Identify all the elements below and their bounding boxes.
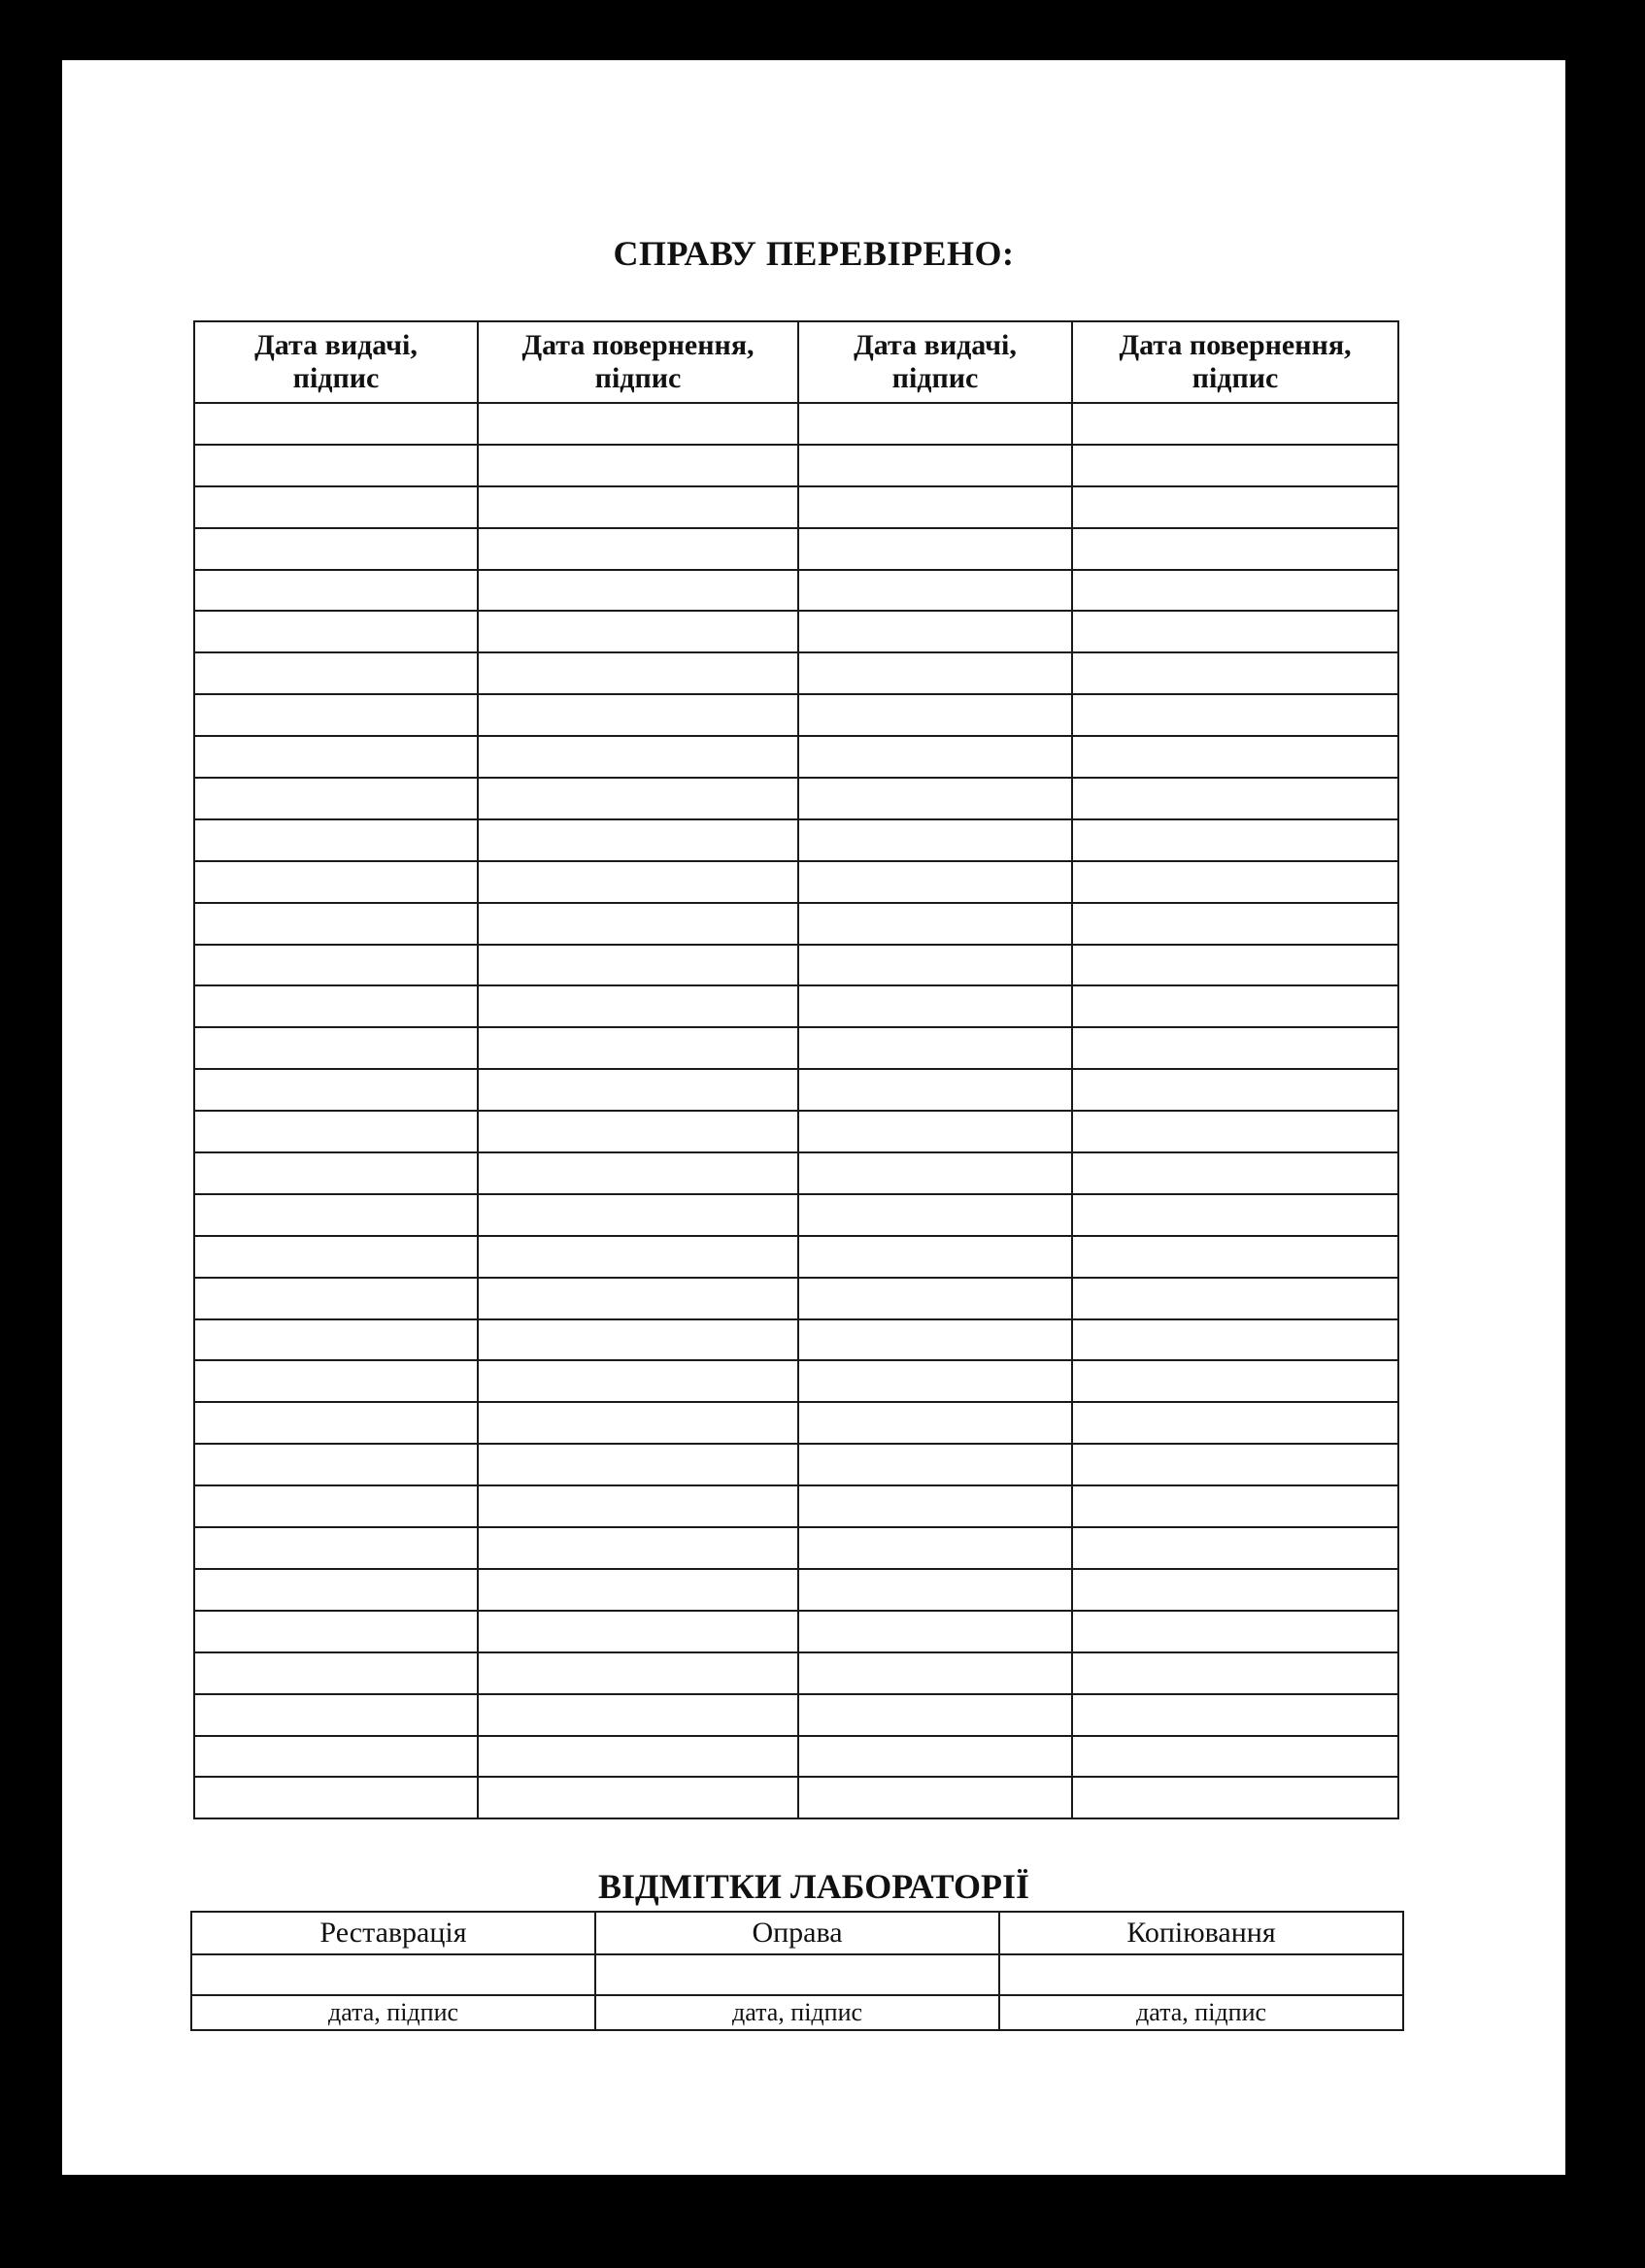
checkout-log-row [194,1402,1398,1444]
header-copying: Копіювання [999,1912,1403,1954]
header-issue-date-1 [194,321,478,403]
issue-date-cell[interactable] [194,1485,478,1527]
issue-date-cell[interactable] [194,1278,478,1319]
return-date-cell[interactable] [1072,819,1398,861]
checkout-log-row [194,1652,1398,1694]
checkout-log-row [194,1360,1398,1402]
checked-section-title: СПРАВУ ПЕРЕВІРЕНО: [613,234,1015,273]
issue-date-cell[interactable] [798,985,1072,1027]
checkout-log-row [194,1485,1398,1527]
checkout-log-header-row [194,321,1398,403]
issue-date-cell[interactable] [194,694,478,736]
checkout-log-row [194,861,1398,903]
issue-date-cell[interactable] [798,1485,1072,1527]
issue-date-cell[interactable] [194,486,478,528]
issue-date-cell[interactable] [194,1736,478,1778]
issue-date-cell[interactable] [798,1694,1072,1736]
return-date-cell[interactable] [1072,403,1398,445]
checkout-log-row [194,1611,1398,1652]
issue-date-cell[interactable] [194,1527,478,1569]
return-date-cell[interactable] [1072,1652,1398,1694]
issue-date-cell[interactable] [194,1444,478,1485]
return-date-cell[interactable] [1072,736,1398,778]
checkout-log-row [194,403,1398,445]
checkout-log-row [194,1152,1398,1194]
return-date-cell[interactable] [478,1360,798,1402]
checkout-log-row [194,1736,1398,1778]
issue-date-cell[interactable] [798,486,1072,528]
return-date-cell[interactable] [478,736,798,778]
return-date-cell[interactable] [1072,1069,1398,1111]
return-date-cell[interactable] [1072,1111,1398,1152]
issue-date-cell[interactable] [194,1236,478,1278]
issue-date-cell[interactable] [194,570,478,612]
checkout-log-row [194,652,1398,694]
return-date-cell[interactable] [478,403,798,445]
issue-date-cell[interactable] [798,1569,1072,1611]
checkout-log-row [194,445,1398,486]
return-date-cell[interactable] [1072,486,1398,528]
return-date-cell[interactable] [478,445,798,486]
issue-date-cell[interactable] [798,528,1072,570]
issue-date-cell[interactable] [798,945,1072,986]
checkout-log-row [194,1319,1398,1361]
return-date-cell[interactable] [478,1485,798,1527]
issue-date-cell[interactable] [194,945,478,986]
return-date-cell[interactable] [1072,570,1398,612]
issue-date-cell[interactable] [194,1069,478,1111]
checkout-log-row [194,1444,1398,1485]
return-date-cell[interactable] [1072,1485,1398,1527]
issue-date-cell[interactable] [798,1111,1072,1152]
issue-date-cell[interactable] [194,1777,478,1818]
issue-date-cell[interactable] [798,1736,1072,1778]
issue-date-cell[interactable] [798,611,1072,652]
return-date-cell[interactable] [1072,528,1398,570]
copying-entry-cell[interactable] [999,1954,1403,1995]
issue-date-cell[interactable] [798,1402,1072,1444]
header-return-date-2 [1072,321,1398,403]
issue-date-cell[interactable] [194,1694,478,1736]
issue-date-cell[interactable] [798,1152,1072,1194]
return-date-cell[interactable] [1072,1360,1398,1402]
checkout-log-row [194,736,1398,778]
issue-date-cell[interactable] [194,736,478,778]
checkout-log-row [194,570,1398,612]
return-date-cell[interactable] [1072,652,1398,694]
return-date-cell[interactable] [1072,1611,1398,1652]
checkout-log-row [194,486,1398,528]
issue-date-cell[interactable] [194,1319,478,1361]
return-date-cell[interactable] [478,1694,798,1736]
lab-marks-table [190,1911,1404,2031]
return-date-cell[interactable] [1072,903,1398,945]
binding-entry-cell[interactable] [595,1954,999,1995]
issue-date-cell[interactable] [194,1111,478,1152]
return-date-cell[interactable] [478,1027,798,1069]
return-date-cell[interactable] [1072,1278,1398,1319]
return-date-cell[interactable] [478,528,798,570]
return-date-cell[interactable] [1072,1569,1398,1611]
checkout-log-row [194,819,1398,861]
return-date-cell[interactable] [1072,1694,1398,1736]
return-date-cell[interactable] [478,1069,798,1111]
return-date-cell[interactable] [1072,1527,1398,1569]
checkout-log-row [194,945,1398,986]
issue-date-cell[interactable] [798,1444,1072,1485]
return-date-cell[interactable] [478,694,798,736]
return-date-cell[interactable] [478,903,798,945]
header-binding: Оправа [595,1912,999,1954]
checkout-log-row [194,985,1398,1027]
checkout-log-row [194,611,1398,652]
checkout-log-table [193,320,1399,1819]
issue-date-cell[interactable] [194,1194,478,1236]
paper-sheet [62,60,1565,2175]
checkout-log-row [194,528,1398,570]
return-date-cell[interactable] [478,1402,798,1444]
header-text-line: підпис [1192,362,1279,394]
checkout-log-row [194,1569,1398,1611]
return-date-cell[interactable] [1072,1027,1398,1069]
header-text-line: Дата повернення, [1119,329,1352,361]
issue-date-cell[interactable] [798,1069,1072,1111]
lab-marks-header-row [191,1912,1403,1954]
issue-date-cell[interactable] [194,445,478,486]
checkout-log-row [194,778,1398,819]
issue-date-cell[interactable] [798,861,1072,903]
return-date-cell[interactable] [1072,611,1398,652]
issue-date-cell[interactable] [798,1194,1072,1236]
checkout-log-body [194,403,1398,1818]
return-date-cell[interactable] [1072,1319,1398,1361]
return-date-cell[interactable] [478,1111,798,1152]
return-date-cell[interactable] [1072,945,1398,986]
return-date-cell[interactable] [478,1194,798,1236]
return-date-cell[interactable] [478,570,798,612]
return-date-cell[interactable] [478,819,798,861]
checkout-log-row [194,1278,1398,1319]
lab-marks-signature-row [191,1995,1403,2030]
return-date-cell[interactable] [478,1736,798,1778]
issue-date-cell[interactable] [194,778,478,819]
return-date-cell[interactable] [1072,985,1398,1027]
return-date-cell[interactable] [478,1319,798,1361]
issue-date-cell[interactable] [798,736,1072,778]
issue-date-cell[interactable] [798,1319,1072,1361]
checkout-log-row [194,1027,1398,1069]
issue-date-cell[interactable] [798,778,1072,819]
issue-date-cell[interactable] [798,1236,1072,1278]
header-text-line: підпис [594,362,682,394]
restoration-signature-caption: дата, підпис [191,1995,595,2030]
issue-date-cell[interactable] [798,1027,1072,1069]
return-date-cell[interactable] [478,861,798,903]
return-date-cell[interactable] [478,1569,798,1611]
checkout-log-row [194,1694,1398,1736]
header-text-line: підпис [891,362,979,394]
checkout-log-row [194,1236,1398,1278]
issue-date-cell[interactable] [798,819,1072,861]
header-return-date-1 [478,321,798,403]
header-issue-date-2 [798,321,1072,403]
issue-date-cell[interactable] [798,1652,1072,1694]
lab-section-title: ВІДМІТКИ ЛАБОРАТОРІЇ [597,1867,1030,1906]
issue-date-cell[interactable] [798,1527,1072,1569]
issue-date-cell[interactable] [798,1777,1072,1818]
issue-date-cell[interactable] [798,694,1072,736]
issue-date-cell[interactable] [798,652,1072,694]
checkout-log-row [194,694,1398,736]
issue-date-cell[interactable] [798,1360,1072,1402]
checkout-log-row [194,1194,1398,1236]
issue-date-cell[interactable] [798,445,1072,486]
return-date-cell[interactable] [1072,778,1398,819]
return-date-cell[interactable] [478,778,798,819]
issue-date-cell[interactable] [194,1652,478,1694]
issue-date-cell[interactable] [194,1152,478,1194]
issue-date-cell[interactable] [194,1402,478,1444]
issue-date-cell[interactable] [798,1278,1072,1319]
return-date-cell[interactable] [1072,1194,1398,1236]
issue-date-cell[interactable] [194,861,478,903]
lab-marks-entry-row [191,1954,1403,1995]
issue-date-cell[interactable] [194,1611,478,1652]
return-date-cell[interactable] [478,652,798,694]
return-date-cell[interactable] [1072,1444,1398,1485]
header-text-line: Дата видачі, [254,329,418,361]
header-text-line: Дата повернення, [521,329,755,361]
return-date-cell[interactable] [478,1611,798,1652]
return-date-cell[interactable] [478,1278,798,1319]
return-date-cell[interactable] [1072,1736,1398,1778]
issue-date-cell[interactable] [194,819,478,861]
return-date-cell[interactable] [1072,1236,1398,1278]
return-date-cell[interactable] [1072,445,1398,486]
binding-signature-caption: дата, підпис [595,1995,999,2030]
return-date-cell[interactable] [478,1236,798,1278]
return-date-cell[interactable] [478,945,798,986]
issue-date-cell[interactable] [194,652,478,694]
return-date-cell[interactable] [1072,1777,1398,1818]
issue-date-cell[interactable] [194,985,478,1027]
return-date-cell[interactable] [1072,861,1398,903]
checkout-log-row [194,903,1398,945]
issue-date-cell[interactable] [194,611,478,652]
return-date-cell[interactable] [478,611,798,652]
issue-date-cell[interactable] [194,1027,478,1069]
return-date-cell[interactable] [478,1444,798,1485]
return-date-cell[interactable] [478,1652,798,1694]
checkout-log-row [194,1527,1398,1569]
return-date-cell[interactable] [478,1527,798,1569]
return-date-cell[interactable] [478,1152,798,1194]
header-text-line: підпис [292,362,380,394]
header-restoration: Реставрація [191,1912,595,1954]
checkout-log-row [194,1069,1398,1111]
issue-date-cell[interactable] [194,1360,478,1402]
return-date-cell[interactable] [1072,694,1398,736]
return-date-cell[interactable] [478,486,798,528]
copying-signature-caption: дата, підпис [999,1995,1403,2030]
return-date-cell[interactable] [478,985,798,1027]
issue-date-cell[interactable] [798,903,1072,945]
checkout-log-row [194,1111,1398,1152]
restoration-entry-cell[interactable] [191,1954,595,1995]
issue-date-cell[interactable] [798,1611,1072,1652]
issue-date-cell[interactable] [798,570,1072,612]
return-date-cell[interactable] [1072,1402,1398,1444]
issue-date-cell[interactable] [194,903,478,945]
checkout-log-row [194,1777,1398,1818]
issue-date-cell[interactable] [798,403,1072,445]
header-text-line: Дата видачі, [854,329,1017,361]
issue-date-cell[interactable] [194,403,478,445]
return-date-cell[interactable] [478,1777,798,1818]
issue-date-cell[interactable] [194,528,478,570]
return-date-cell[interactable] [1072,1152,1398,1194]
issue-date-cell[interactable] [194,1569,478,1611]
